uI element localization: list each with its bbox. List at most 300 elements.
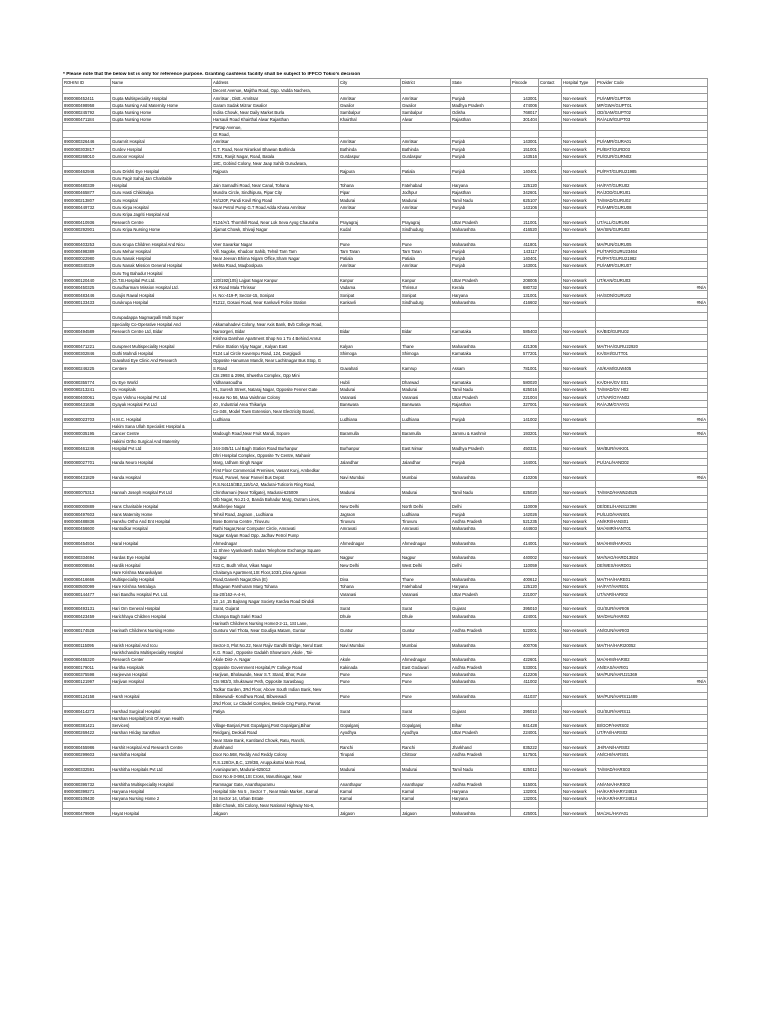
col-header-hospital-type: Hospital Type [562, 79, 596, 87]
table-row [63, 488, 708, 495]
hospital-type-cell: Non-network [562, 809, 596, 816]
hospital-type-cell [562, 802, 596, 809]
state-cell: Andhra Pradesh [451, 780, 511, 787]
district-cell: Sonipat [401, 291, 451, 298]
provider-code-cell: UT/ALL/GURU04 [596, 218, 708, 225]
pincode-cell [511, 736, 539, 743]
rohini-id-cell: 8900080456600 [63, 524, 111, 531]
hospital-type-cell [562, 335, 596, 342]
city-cell [339, 123, 401, 130]
name-cell: Gupta Nursing And Maternity Home [111, 101, 212, 108]
hospital-type-cell: Non-network [562, 254, 596, 261]
name-cell: Guwahati Eye Clinic And Research [111, 356, 212, 363]
name-cell: Harsh Hospital [111, 692, 212, 699]
address-cell: Krishna Darshan Apartment Shop No 1 To 4 Behind Amrut [212, 335, 339, 342]
hospital-type-cell: Non-network [562, 152, 596, 159]
table-row [63, 524, 708, 531]
city-cell: Madurai [339, 488, 401, 495]
rohini-id-cell [63, 648, 111, 655]
table-row [63, 532, 708, 539]
rohini-id-cell [63, 466, 111, 473]
col-header-city: City [339, 79, 401, 87]
address-cell [212, 269, 339, 276]
rohini-id-cell: 8900080395732 [63, 780, 111, 787]
district-cell: Patiala [401, 254, 451, 261]
pincode-cell: 515001 [511, 780, 539, 787]
address-cell: Police Station Vijay Nagar , Kalyan East [212, 342, 339, 349]
contact-cell [539, 780, 562, 787]
contact-cell [539, 634, 562, 641]
state-cell [451, 772, 511, 779]
contact-cell [539, 371, 562, 378]
table-row [63, 437, 708, 444]
provider-code-cell [596, 802, 708, 809]
rohini-id-cell: 8900080497603 [63, 510, 111, 517]
city-cell: Varanasi [339, 393, 401, 400]
pincode-cell: 151001 [511, 145, 539, 152]
pincode-cell: 625020 [511, 488, 539, 495]
hospital-type-cell: Non-network [562, 189, 596, 196]
state-cell [451, 123, 511, 130]
state-cell: Maharashtra [451, 692, 511, 699]
address-cell: Mehta Road, Maqboolpura [212, 262, 339, 269]
contact-cell [539, 678, 562, 685]
contact-cell [539, 393, 562, 400]
contact-cell [539, 743, 562, 750]
table-row [63, 444, 708, 451]
table-row [63, 605, 708, 612]
state-cell: Andhra Pradesh [451, 663, 511, 670]
hospital-type-cell: Non-network [562, 663, 596, 670]
contact-cell [539, 575, 562, 582]
provider-code-cell [596, 619, 708, 626]
name-cell: Cancer Centre [111, 429, 212, 436]
contact-cell [539, 524, 562, 531]
state-cell: Andhra Pradesh [451, 626, 511, 633]
table-row [63, 181, 708, 188]
pincode-cell: 841428 [511, 721, 539, 728]
rohini-id-cell: 8900080399271 [63, 787, 111, 794]
col-header-pincode: Pincode [511, 79, 539, 87]
contact-cell [539, 400, 562, 407]
city-cell: Jalgaon [339, 809, 401, 816]
address-cell: Harsauli Road Khairthal Alwar Rajasthan [212, 116, 339, 123]
city-cell [339, 451, 401, 458]
address-cell: H. No:-419-P, Sector-15, Sonipat [212, 291, 339, 298]
hospital-type-cell: Non-network [562, 203, 596, 210]
hospital-type-cell: Non-network [562, 101, 596, 108]
contact-cell [539, 262, 562, 269]
table-row [63, 575, 708, 582]
district-cell [401, 269, 451, 276]
city-cell: Karnal [339, 787, 401, 794]
name-cell: Gyan Vishnu Hospital Pvt Ltd [111, 393, 212, 400]
contact-cell [539, 787, 562, 794]
address-cell: Sector-3, Plot No.22, Near Rajiv Gandhi Bridge, Nerul East [212, 641, 339, 648]
table-row [63, 262, 708, 269]
hospital-type-cell: Non-network [562, 364, 596, 371]
address-cell: Hospital Site No 5 , Sector 7 , Near Main Market , Karnal [212, 787, 339, 794]
hospital-type-cell: Non-network [562, 429, 596, 436]
hospital-type-cell [562, 714, 596, 721]
state-cell: Tamil Nadu [451, 488, 511, 495]
pincode-cell: 140401 [511, 254, 539, 261]
hospital-type-cell: Non-network [562, 342, 596, 349]
address-cell: Ahmednagar [212, 539, 339, 546]
district-cell: Jalgaon [401, 809, 451, 816]
name-cell: Gupta Nursing Home [111, 108, 212, 115]
hospital-type-cell: Non-network [562, 145, 596, 152]
provider-code-cell: MA/PUN/HARJ21369 [596, 670, 708, 677]
pincode-cell: 410206 [511, 473, 539, 480]
city-cell [339, 371, 401, 378]
name-cell: Haral Hospital [111, 539, 212, 546]
city-cell: Guntur [339, 626, 401, 633]
name-cell: Hardik Hospital [111, 561, 212, 568]
district-cell: Patiala [401, 167, 451, 174]
rohini-id-cell [63, 123, 111, 130]
rohini-id-cell: 8900080471184 [63, 116, 111, 123]
state-cell: Punjab [451, 138, 511, 145]
district-cell: Chittoor [401, 751, 451, 758]
name-cell [111, 481, 212, 488]
contact-cell [539, 663, 562, 670]
pincode-cell [511, 758, 539, 765]
district-cell: Pune [401, 240, 451, 247]
contact-cell [539, 189, 562, 196]
hospital-type-cell: Non-network [562, 240, 596, 247]
rohini-id-cell: 8900080483446 [63, 291, 111, 298]
pincode-cell: 224001 [511, 729, 539, 736]
provider-code-cell [596, 597, 708, 604]
city-cell: Gwalior [339, 101, 401, 108]
name-cell: Speciality Co-Operative Hospital And [111, 320, 212, 327]
name-cell: Hannah Joseph Hospital Pvt Ltd [111, 488, 212, 495]
address-cell: Bose Bomma Centre ,Tiruvuru [212, 517, 339, 524]
name-cell: Research Centre Ltd, Bidar [111, 327, 212, 334]
state-cell: Andhra Pradesh [451, 517, 511, 524]
district-cell [401, 619, 451, 626]
table-row [63, 108, 708, 115]
name-cell: Harshad Surgical Hospital [111, 707, 212, 714]
city-cell: Pune [339, 678, 401, 685]
contact-cell [539, 794, 562, 801]
hospital-type-cell: Non-network [562, 400, 596, 407]
hospital-type-cell: Non-network [562, 539, 596, 546]
rohini-id-cell: 8900080454934 [63, 539, 111, 546]
name-cell: Harjivan Hospital [111, 678, 212, 685]
district-cell [401, 313, 451, 320]
address-cell: Sa-20/162-A-4-H, [212, 590, 339, 597]
rohini-id-cell [63, 532, 111, 539]
name-cell: Harjeevan Hospital [111, 670, 212, 677]
state-cell [451, 685, 511, 692]
table-row [63, 415, 708, 422]
pincode-cell: 125120 [511, 181, 539, 188]
table-row [63, 320, 708, 327]
name-cell: Guru Teg Bahadur Hospital [111, 269, 212, 276]
rohini-id-cell [63, 422, 111, 429]
address-cell: Naroorgeri, Bidar [212, 327, 339, 334]
table-row [63, 780, 708, 787]
city-cell: Madurai [339, 765, 401, 772]
state-cell [451, 597, 511, 604]
address-cell: Road, Panvel, Near Panvel Bus Depot [212, 473, 339, 480]
hospital-type-cell [562, 685, 596, 692]
state-cell: Punjab [451, 459, 511, 466]
table-row [63, 269, 708, 276]
hospital-type-cell: Non-network [562, 721, 596, 728]
name-cell [111, 685, 212, 692]
state-cell: Maharashtra [451, 575, 511, 582]
table-row [63, 152, 708, 159]
rohini-id-cell: 8900080246225 [63, 364, 111, 371]
hospital-type-cell [562, 466, 596, 473]
name-cell: Haryana Nursing Home 2 [111, 794, 212, 801]
table-row [63, 561, 708, 568]
table-row [63, 590, 708, 597]
table-row [63, 342, 708, 349]
contact-cell [539, 656, 562, 663]
state-cell: Tamil Nadu [451, 765, 511, 772]
name-cell [111, 466, 212, 473]
contact-cell [539, 670, 562, 677]
pincode-cell: 110059 [511, 561, 539, 568]
district-cell [401, 685, 451, 692]
state-cell: Punjab [451, 94, 511, 101]
contact-cell [539, 488, 562, 495]
col-header-address: Address [212, 79, 339, 87]
name-cell: Hari Bandhu Hospital Pvt. Ltd. [111, 590, 212, 597]
district-cell: Dhule [401, 612, 451, 619]
pincode-cell: 144001 [511, 459, 539, 466]
pincode-cell [511, 269, 539, 276]
hospital-type-cell [562, 758, 596, 765]
table-row [63, 554, 708, 561]
contact-cell [539, 641, 562, 648]
contact-cell [539, 517, 562, 524]
table-row [63, 291, 708, 298]
provider-code-cell: KA/SHI/GUTT01 [596, 349, 708, 356]
hospital-type-cell: Non-network [562, 517, 596, 524]
address-cell [212, 422, 339, 429]
city-cell: Surat [339, 605, 401, 612]
provider-code-cell [596, 532, 708, 539]
state-cell: Gujarat [451, 605, 511, 612]
pincode-cell: 424001 [511, 612, 539, 619]
city-cell [339, 211, 401, 218]
address-cell: Harinath Childrens Nursing Home3-2-11, 1St Lane, [212, 619, 339, 626]
address-cell: Amritsar , Distt. Amritsar [212, 94, 339, 101]
state-cell: Haryana [451, 291, 511, 298]
provider-code-cell: RA/AJM/GYAY01 [596, 400, 708, 407]
rohini-id-cell [63, 408, 111, 415]
city-cell: Bathinda [339, 145, 401, 152]
district-cell [401, 495, 451, 502]
district-cell: Amritsar [401, 94, 451, 101]
table-row [63, 619, 708, 626]
provider-code-cell: HA/SON/GURU02 [596, 291, 708, 298]
table-row [63, 648, 708, 655]
state-cell [451, 269, 511, 276]
address-cell: 34 Sector 14, Urban Estate [212, 794, 339, 801]
provider-code-cell [596, 269, 708, 276]
city-cell: New Delhi [339, 502, 401, 509]
state-cell: Maharashtra [451, 678, 511, 685]
pincode-cell: 440002 [511, 554, 539, 561]
city-cell: Kudal [339, 225, 401, 232]
state-cell [451, 466, 511, 473]
name-cell: Harshan Hriday Sansthan [111, 729, 212, 736]
pincode-cell: 327001 [511, 400, 539, 407]
address-cell: Kk Road Mala Thrissur [212, 284, 339, 291]
contact-cell [539, 729, 562, 736]
hospital-type-cell [562, 174, 596, 181]
district-cell: Ludhiana [401, 510, 451, 517]
district-cell [401, 481, 451, 488]
name-cell: Harshitha Hospital [111, 751, 212, 758]
table-row [63, 802, 708, 809]
state-cell: Tamil Nadu [451, 386, 511, 393]
contact-cell [539, 561, 562, 568]
provider-code-cell: #N/A [596, 284, 708, 291]
pincode-cell [511, 772, 539, 779]
district-cell: Sambalpur [401, 108, 451, 115]
name-cell [111, 159, 212, 166]
rohini-id-cell [63, 313, 111, 320]
city-cell: Gopalganj [339, 721, 401, 728]
pincode-cell: 143001 [511, 138, 539, 145]
hospital-type-cell: Non-network [562, 218, 596, 225]
address-cell: #124/A/1 Thornhill Road, Near Lok Seva Ayog Chauraha [212, 218, 339, 225]
table-body [63, 87, 708, 817]
address-cell: Ramnagar Gate, Ananthapuramu [212, 780, 339, 787]
contact-cell [539, 269, 562, 276]
table-row [63, 400, 708, 407]
rohini-id-cell: 8900080121997 [63, 678, 111, 685]
address-cell: Decent Avenue, Majitha Road, Opp. Vadda Nachera, [212, 87, 339, 94]
address-cell: Tehsil Road, Jagraon , Ludhiana [212, 510, 339, 517]
table-row [63, 751, 708, 758]
city-cell: Shimoga [339, 349, 401, 356]
city-cell: Karnal [339, 794, 401, 801]
city-cell [339, 802, 401, 809]
city-cell: Patiala [339, 254, 401, 261]
provider-code-cell [596, 648, 708, 655]
pincode-cell [511, 634, 539, 641]
state-cell [451, 546, 511, 553]
rohini-id-cell: 8900080299603 [63, 751, 111, 758]
address-cell: Akole Dist- A. Nagar [212, 656, 339, 663]
name-cell: Gurujis Rawal Hospital [111, 291, 212, 298]
address-cell: Vill. Nagoke, Khadoor Sahib, Tehsil Tarn Tarn [212, 247, 339, 254]
state-cell: Maharashtra [451, 524, 511, 531]
city-cell: Ayodhya [339, 729, 401, 736]
district-cell: Bathinda [401, 145, 451, 152]
address-cell [212, 313, 339, 320]
name-cell [111, 495, 212, 502]
name-cell: Hans Charitable Hospital [111, 502, 212, 509]
provider-code-cell: OD/SAM/GUPT02 [596, 108, 708, 115]
city-cell [339, 356, 401, 363]
provider-code-cell: MA/DHU/HARI02 [596, 612, 708, 619]
state-cell [451, 634, 511, 641]
table-row [63, 94, 708, 101]
table-row [63, 481, 708, 488]
table-row [63, 378, 708, 385]
city-cell [339, 546, 401, 553]
rohini-id-cell: 8900080462946 [63, 167, 111, 174]
hospital-type-cell: Non-network [562, 605, 596, 612]
contact-cell [539, 692, 562, 699]
rohini-id-cell [63, 130, 111, 137]
state-cell: Punjab [451, 262, 511, 269]
city-cell [339, 699, 401, 706]
hospital-type-cell [562, 568, 596, 575]
city-cell: Varanasi [339, 590, 401, 597]
provider-code-cell: GU/SUR/HARS11 [596, 707, 708, 714]
state-cell: Punjab [451, 145, 511, 152]
address-cell: Harjivan, Bholawade, Near S.T. Stand, Bhor, Pune [212, 670, 339, 677]
provider-code-cell: MA/AHM/HARA01 [596, 539, 708, 546]
district-cell [401, 320, 451, 327]
address-cell: Rajpura [212, 167, 339, 174]
city-cell [339, 466, 401, 473]
hospital-type-cell [562, 269, 596, 276]
address-cell: Cts 2993 & 2994, Shwetha Complex, Opp Mini [212, 371, 339, 378]
contact-cell [539, 364, 562, 371]
state-cell: Kerala [451, 284, 511, 291]
state-cell: Karnataka [451, 378, 511, 385]
state-cell: Jharkhand [451, 743, 511, 750]
rohini-id-cell [63, 320, 111, 327]
hospital-type-cell: Non-network [562, 276, 596, 283]
district-cell: Dharwad [401, 378, 451, 385]
state-cell [451, 211, 511, 218]
city-cell: Bidar [339, 327, 401, 334]
provider-code-cell [596, 123, 708, 130]
table-row [63, 583, 708, 590]
address-cell: Cts 983/3, Shukrawar Peth, Opposite Sarasbaug [212, 678, 339, 685]
city-cell: Pune [339, 240, 401, 247]
city-cell: Amritsar [339, 262, 401, 269]
district-cell: Fatehabad [401, 583, 451, 590]
city-cell: Amritsar [339, 94, 401, 101]
rohini-id-cell [63, 619, 111, 626]
contact-cell [539, 335, 562, 342]
table-row [63, 670, 708, 677]
address-cell: R.S.128/3A,B,C, 129/3B, Aruppukottai Main Road, [212, 758, 339, 765]
city-cell: Amravati [339, 524, 401, 531]
state-cell: Maharashtra [451, 298, 511, 305]
district-cell: Ranchi [401, 743, 451, 750]
pincode-cell [511, 174, 539, 181]
city-cell: Ananthapur [339, 780, 401, 787]
state-cell: Bihar [451, 721, 511, 728]
provider-code-cell [596, 437, 708, 444]
pincode-cell: 580020 [511, 378, 539, 385]
table-row [63, 211, 708, 218]
state-cell [451, 714, 511, 721]
district-cell: Thrissur [401, 284, 451, 291]
contact-cell [539, 108, 562, 115]
provider-code-cell: PU/TAR/GURU23464 [596, 247, 708, 254]
pincode-cell: 533001 [511, 663, 539, 670]
provider-code-cell: UT/FAI/HARS02 [596, 729, 708, 736]
hospital-type-cell: Non-network [562, 386, 596, 393]
name-cell: Hayat Hospital [111, 809, 212, 816]
table-row [63, 466, 708, 473]
